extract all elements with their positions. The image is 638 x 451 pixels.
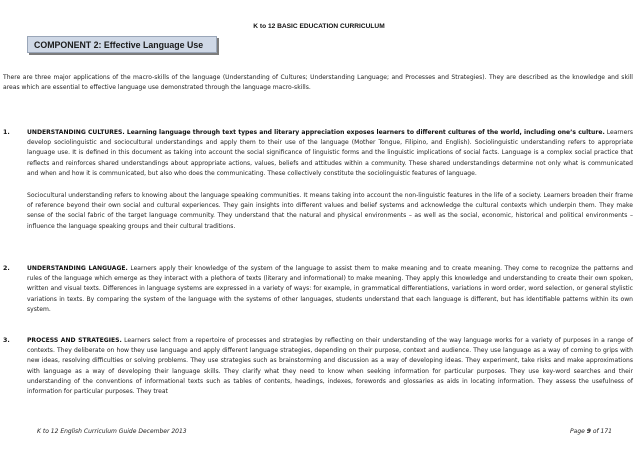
item-text — [27, 128, 633, 179]
item-number: 1. — [3, 129, 10, 136]
footer-page-number — [570, 428, 612, 435]
item-text — [27, 264, 633, 315]
page-prefix: Page — [570, 428, 587, 435]
item-number: 3. — [3, 337, 10, 344]
current-page: 9 — [586, 428, 591, 435]
page-suffix: of 171 — [590, 428, 612, 435]
footer-document-title: K to 12 English Curriculum Guide December 2013 — [37, 428, 187, 435]
item-heading: UNDERSTANDING LANGUAGE. — [27, 265, 128, 272]
item-body: Learners develop sociolinguistic and sociocultural understandings and apply them to their use of the language (Mother Tongue, Filipino, and English). Sociolinguistic understanding refers to appropriate language use. It is defined in this document as taking into account the social significance of linguistic forms and the linguistic implications of social facts. Language is a complex social practice that reflects and reinforces shared understandings about appropriate actions, values, beliefs and attitudes within a community. These shared understandings determine not only what is communicated and when and how it is communicated, but also who does the communicating. These collectively constitute the sociolinguistic features of language. — [27, 129, 633, 177]
item-number: 2. — [3, 265, 10, 272]
item-heading: PROCESS AND STRATEGIES. — [27, 337, 122, 344]
item-text — [27, 336, 633, 397]
item-heading: UNDERSTANDING CULTURES. Learning language through text types and literary appreciation exposes learners to different cultures of the world, including one’s culture. — [27, 129, 605, 136]
intro-paragraph: There are three major applications of the macro-skills of the language (Understanding of Cultures; Understanding Language; and Processes and Strategies). They are described as the knowledge and skill areas which are essential to effective language use demonstrated through the language macro-skills. — [3, 74, 633, 92]
sub-paragraph: Sociocultural understanding refers to knowing about the language speaking communities. It means taking into account the non-linguistic features in the life of a society. Learners broaden their frame of reference beyond their own social and cultural experiences. They gain insights into different values and belief systems and acknowledge the cultural contexts which underpin them. They make sense of the social fabric of the target language community. They understand that the natural and physical environments – as well as the social, economic, historical and political environments – influence the language speaking groups and their cultural traditions. — [27, 192, 633, 230]
component-title-box — [27, 36, 217, 53]
component-title: COMPONENT 2: Effective Language Use — [34, 40, 204, 50]
item-body: Learners select from a repertoire of processes and strategies by reflecting on their understanding of the way language works for a variety of purposes in a range of contexts. They deliberate on how they use language and apply different language strategies, depending on their purpose, context and audience. They use language as a way of coming to grips with new ideas, resolving difficulties or solving problems. They use strategies such as brainstorming and discussion as a way of developing ideas. They experiment, take risks and make approximations with language as a way of developing their language skills. They clarify what they need to know when seeking information for particular purposes. They use key-word searches and their understanding of the conventions of informational texts such as tables of contents, headings, indexes, forewords and glossaries as aids in locating information. They assess the usefulness of information for particular purposes. They treat — [27, 337, 633, 396]
header-title: K to 12 BASIC EDUCATION CURRICULUM — [253, 23, 385, 30]
item-body: Learners apply their knowledge of the system of the language to assist them to make meaning and to create meaning. They come to recognize the patterns and rules of the language which emerge as they interact with a plethora of texts (literary and informational) to make meaning. They apply this knowledge and understanding to create their own spoken, written and visual texts. Differences in language systems are expressed in a variety of ways: for example, in grammatical differentiations, variations in word order, word selection, or general stylistic variations in texts. By comparing the system of the language with the systems of other languages, students understand that each language is different, but has identifiable patterns within its own system. — [27, 265, 633, 313]
